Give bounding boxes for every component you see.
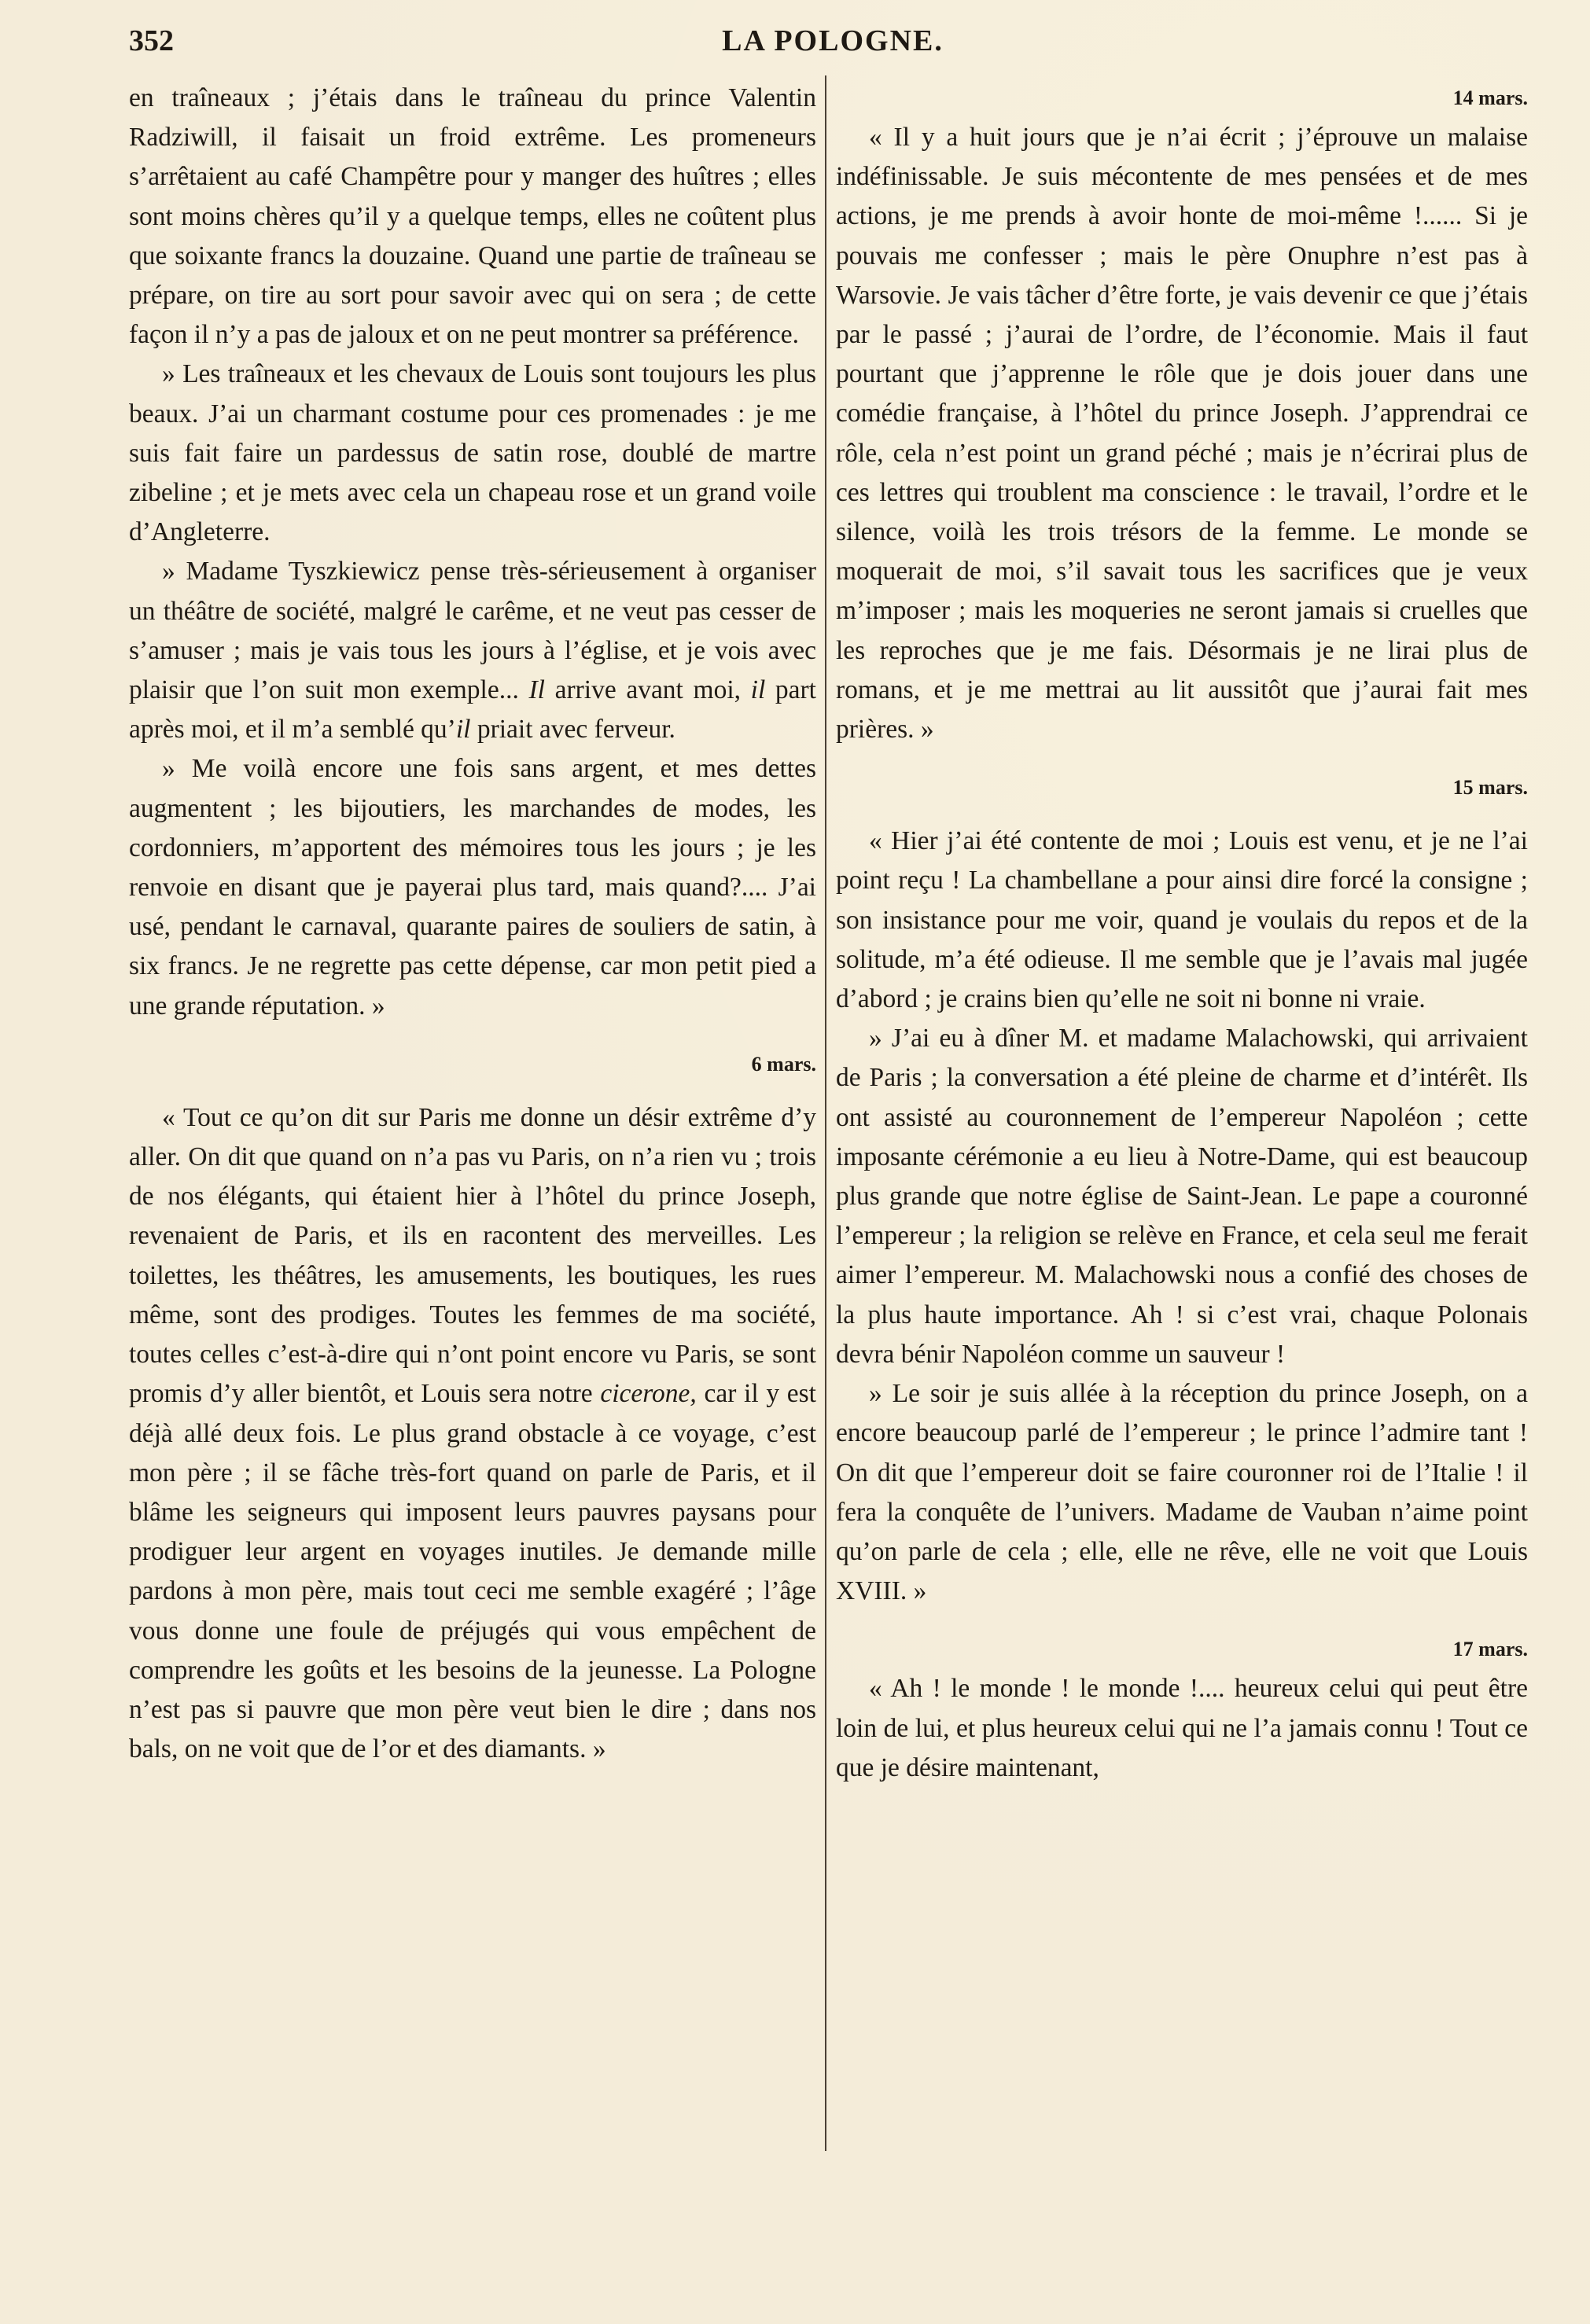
italic-text: cicerone,	[600, 1379, 697, 1409]
paragraph: « Hier j’ai été contente de moi ; Louis est venu, et je ne l’ai point reçu ! La chambellane a pour ainsi dire forcé la consigne ; son insistance pour me voir, quand je voulais du repos et de la solitude, m’a été odieuse. Il me semble que je l’avais mal jugée d’abord ; je crains bien qu’elle ne soit ni bonne ni vraie.	[836, 826, 1528, 1014]
running-head	[129, 24, 1537, 63]
paragraph: » Les traîneaux et les chevaux de Louis sont toujours les plus beaux. J’ai un charmant costume pour ces promenades : je me suis fait faire un pardessus de satin rose, doublé de martre zibeline ; et je mets avec cela un chapeau rose et un grand voile d’Angleterre.	[129, 359, 816, 547]
page-number: 352	[129, 24, 174, 57]
date-heading: 6 mars.	[751, 1052, 816, 1076]
paragraph: « Il y a huit jours que je n’ai écrit ; j’éprouve un malaise indéfinissable. Je suis mécontente de mes pensées et de mes actions, je me prends à avoir honte de moi-même !...... Si je pouvais me confesser ; mais le père Onuphre n’est pas à Warsovie. Je vais tâcher d’être forte, je vais devenir ce que j’étais par le passé ; j’aurai de l’ordre, de l’économie. Mais il faut pourtant que j’apprenne le rôle que je dois jouer dans une comédie française, à l’hôtel du prince Joseph. J’apprendrai ce rôle, cela n’est point un grand péché ; mais je n’écrirai plus de ces lettres qui troublent ma conscience : le travail, l’ordre et le silence, voilà les trois trésors de la femme. Le monde se moquerait de moi, s’il savait tous les sacrifices que je veux m’imposer ; mais les moqueries ne seront jamais si cruelles que les reproches que je me fais. Désormais je ne lirai plus de romans, et je me mettrai au lit aussitôt que j’aurai fait mes prières. »	[836, 123, 1528, 745]
running-title: LA POLOGNE.	[722, 24, 944, 57]
text-run: priait avec ferveur.	[470, 715, 675, 745]
date-heading: 17 mars.	[1452, 1638, 1528, 1661]
italic-text: il	[455, 715, 471, 745]
paragraph	[129, 552, 816, 749]
paragraph: » Me voilà encore une fois sans argent, et mes dettes augmentent ; les bijoutiers, les marchandes de modes, les cordonniers, m’apportent des mémoires tous les jours ; je les renvoie en disant que je payerai plus tard, mais quand?.... J’ai usé, pendant le carnaval, quarante paires de souliers de satin, à six francs. Je ne regrette pas cette dépense, car mon petit pied a une grande réputation. »	[129, 754, 816, 1020]
date-heading: 14 mars.	[1452, 86, 1528, 109]
column-divider	[825, 75, 826, 2151]
paragraph: en traîneaux ; j’étais dans le traîneau du prince Valentin Radziwill, il faisait un froid extrême. Les promeneurs s’arrêtaient au café Champêtre pour y manger des huîtres ; elles sont moins chères qu’il y a quelque temps, elles ne coûtent plus que soixante francs la douzaine. Quand une partie de traîneau se prépare, on tire au sort pour savoir avec qui on sera ; de cette façon il n’y a pas de jaloux et on ne peut montrer sa préférence.	[129, 83, 816, 350]
paragraph: » Le soir je suis allée à la réception du prince Joseph, on a encore beaucoup parlé de l’empereur ; le prince l’admire tant ! On dit que l’empereur doit se faire couronner roi de l’Italie ! il fera la conquête de l’univers. Madame de Vauban n’aime point qu’on parle de cela ; elle, elle ne rêve, elle ne voit que Louis XVIII. »	[836, 1379, 1528, 1606]
text-run: part après moi, et il m’a semblé qu’	[129, 675, 816, 745]
text-run: » Madame Tyszkiewicz pense très-sérieusement à organiser un théâtre de société, malgré le carême, et ne veut pas cesser de s’amuser ; mais je vais tous les jours à l’église, et je vois avec plaisir que l’on suit mon exemple...	[129, 557, 816, 705]
text-run: « Tout ce qu’on dit sur Paris me donne un désir extrême d’y aller. On dit que quand on n’a pas vu Paris, on n’a rien vu ; trois de nos élégants, qui étaient hier à l’hôtel du prince Joseph, revenaient de Paris, et ils en racontent des merveilles. Les toilettes, les théâtres, les amusements, les boutiques, les rues même, sont des prodiges. Toutes les femmes de ma société, toutes celles c’est-à-dire qui n’ont point encore vu Paris, se sont promis d’y aller bientôt, et Louis sera notre	[129, 1102, 816, 1409]
paragraph: « Ah ! le monde ! le monde !.... heureux celui qui peut être loin de lui, et plus heureux celui qui ne l’a jamais connu ! Tout ce que je désire maintenant,	[836, 1674, 1528, 1782]
text-run: car il y est déjà allé deux fois. Le plus grand obstacle à ce voyage, c’est mon père ; il se fâche très-fort quand on parle de Paris, et il blâme les seigneurs qui imposent leurs pauvres paysans pour prodiguer leur argent en voyages inutiles. Je demande mille pardons à mon père, mais tout ceci me semble exagéré ; l’âge vous donne une foule de préjugés qui vous empêchent de comprendre les goûts et les besoins de la jeunesse. La Pologne n’est pas si pauvre que mon père veut bien le dire ; dans nos bals, on ne voit que de l’or et des diamants. »	[129, 1379, 816, 1764]
text-run: arrive avant moi,	[544, 675, 751, 705]
paragraph: » J’ai eu à dîner M. et madame Malachowski, qui arrivaient de Paris ; la conversation a été pleine de charme et d’intérêt. Ils ont assisté au couronnement de l’empereur Napoléon ; cette imposante cérémonie a eu lieu à Notre-Dame, qui est beaucoup plus grande que notre église de Saint-Jean. Le pape a couronné l’empereur ; la religion se relève en France, et cela seul me ferait aimer l’empereur. M. Malachowski nous a confié des choses de la plus haute importance. Ah ! si c’est vrai, chaque Polonais devra bénir Napoléon comme un sauveur !	[836, 1024, 1528, 1369]
right-column	[836, 79, 1528, 1788]
date-heading: 15 mars.	[1452, 776, 1528, 800]
italic-text: il	[750, 675, 766, 705]
italic-text: Il	[528, 675, 545, 705]
left-column	[129, 79, 816, 1769]
paragraph	[129, 1098, 816, 1769]
